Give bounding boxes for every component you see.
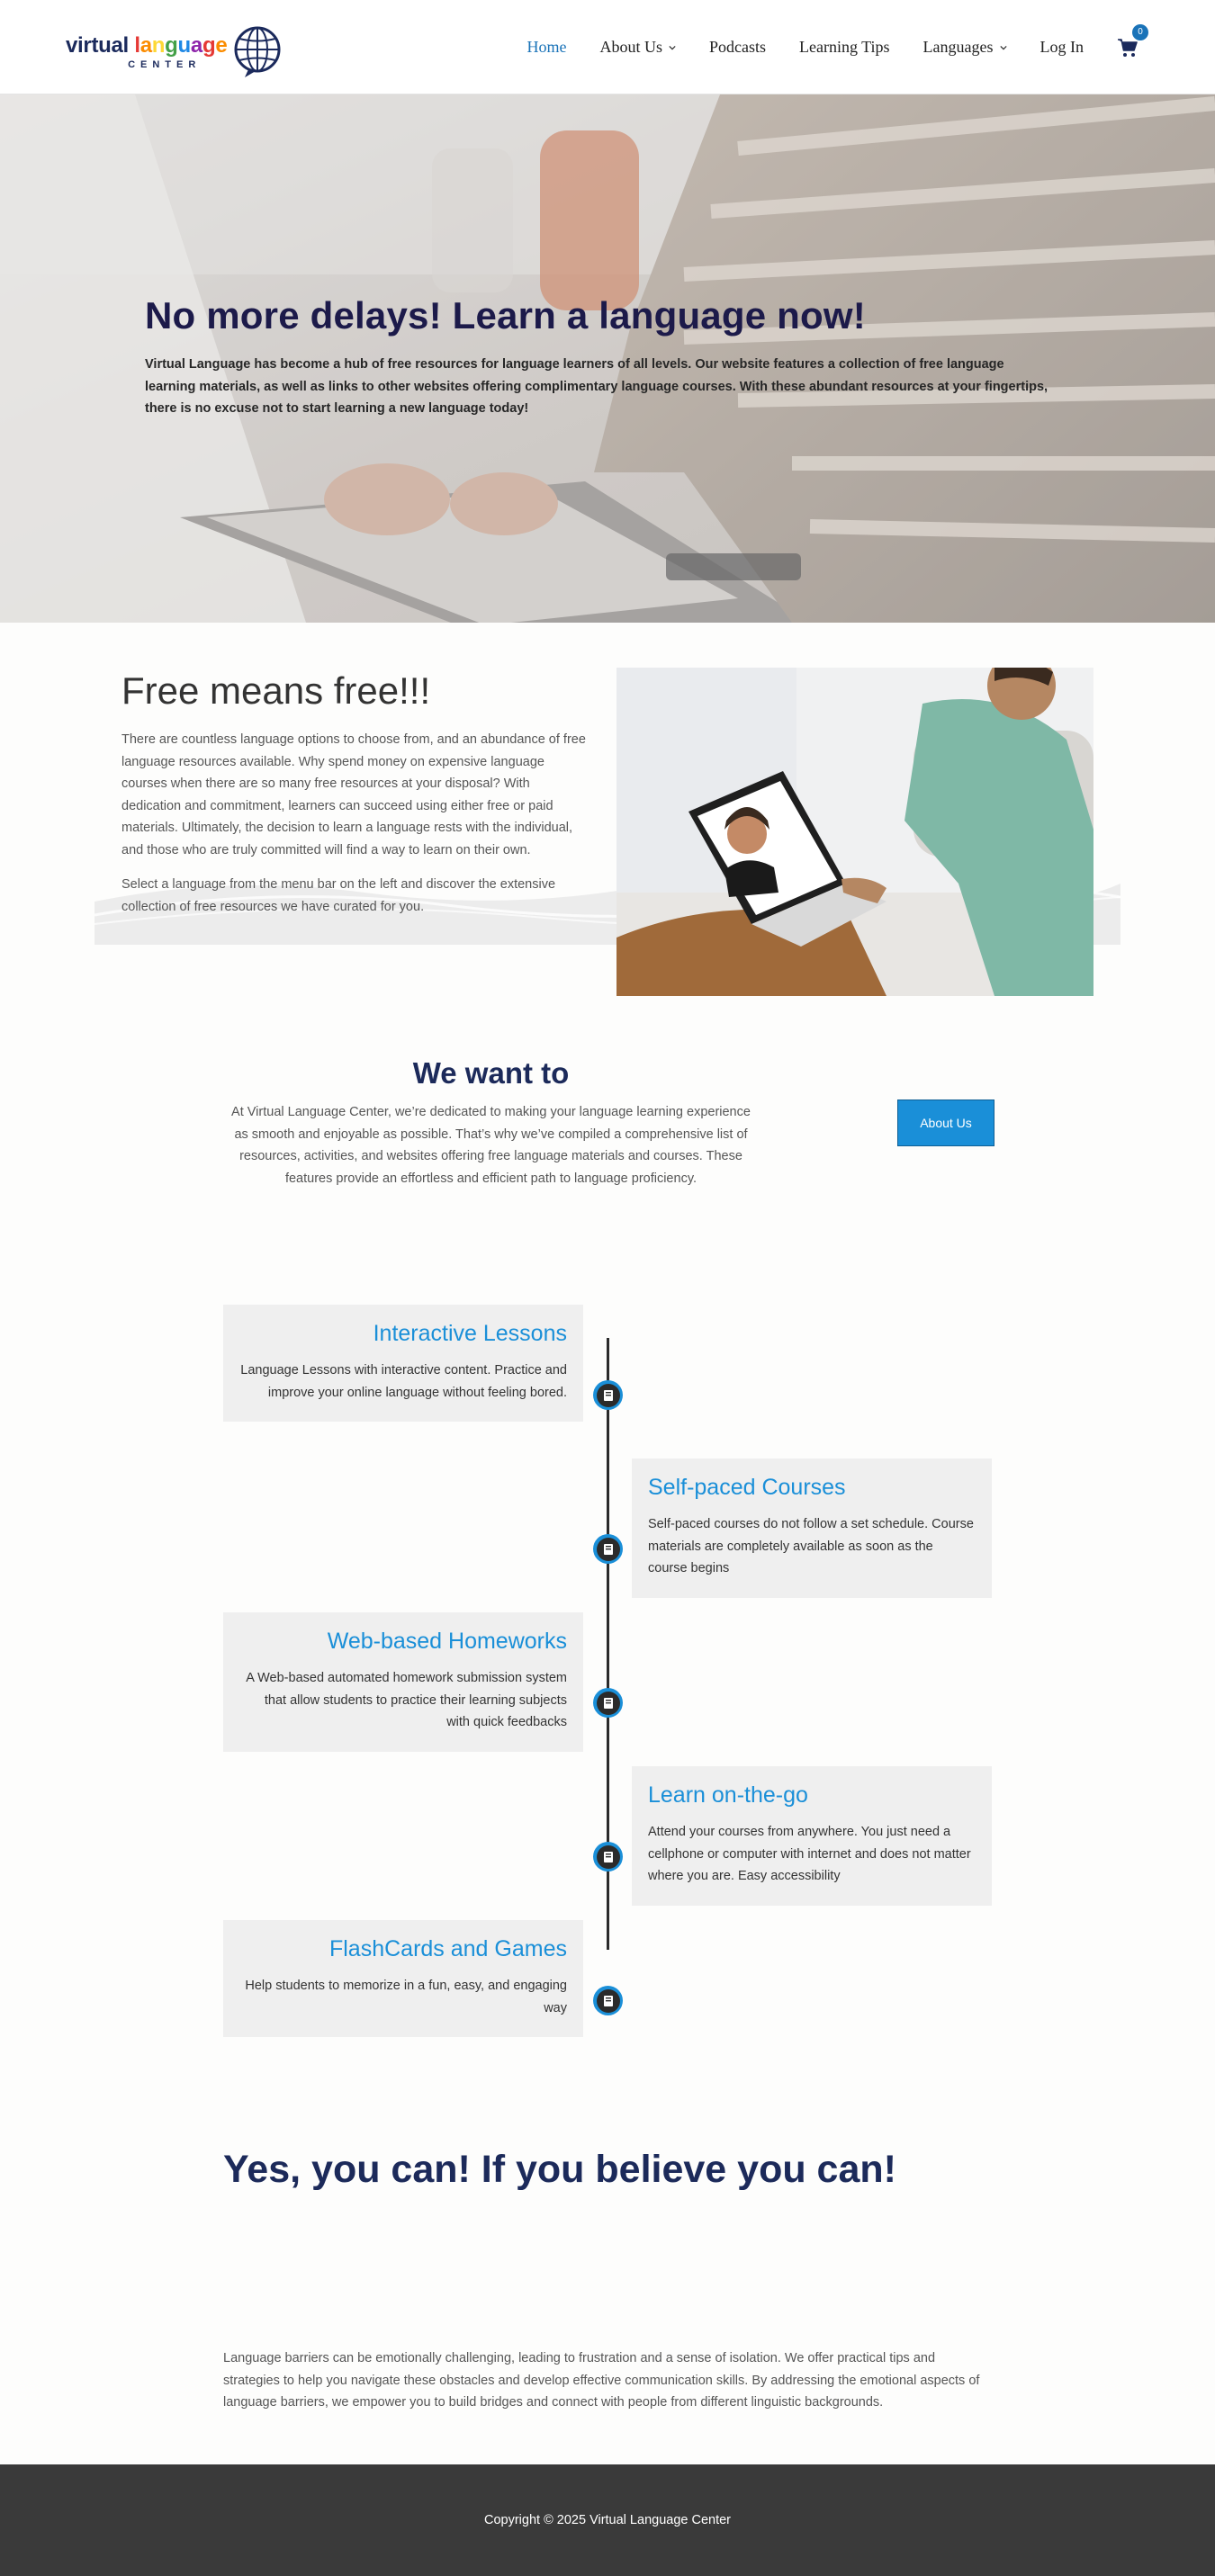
yes-you-can-text: Language barriers can be emotionally challenging, leading to frustration and a sense of isolation. We offer practical tips and strategies to help you navigate these obstacles and develop effective communication skills. By addressing the emotional aspects of language barriers, we empower you to build bridges and connect with people from different linguistic backgrounds. <box>223 2347 993 2414</box>
timeline-card-title: Interactive Lessons <box>239 1321 567 1347</box>
timeline-card-flashcards-and-games <box>223 1920 583 2037</box>
book-icon <box>593 1688 623 1718</box>
site-header <box>0 0 1215 94</box>
nav-item-podcasts[interactable] <box>709 38 766 57</box>
free-title: Free means free!!! <box>122 669 590 713</box>
laptop-video-call-photo <box>616 668 1094 996</box>
hero-banner <box>0 94 1215 623</box>
timeline-card-self-paced-courses <box>632 1459 992 1598</box>
logo-word-language: language <box>134 33 227 58</box>
nav-label: Learning Tips <box>799 38 890 57</box>
chevron-down-icon <box>669 44 676 51</box>
book-icon <box>593 1842 623 1871</box>
timeline-card-web-based-homeworks <box>223 1612 583 1752</box>
yes-you-can-title: Yes, you can! If you believe you can! <box>223 2148 896 2192</box>
nav-label: Log In <box>1040 38 1084 57</box>
hero-content <box>145 294 1054 420</box>
book-icon <box>593 1534 623 1564</box>
shopping-cart-icon <box>1117 37 1138 58</box>
free-paragraph-2: Select a language from the menu bar on the left and discover the extensive collection of free resources we have curated for you. <box>122 874 590 918</box>
we-want-title: We want to <box>223 1056 759 1091</box>
nav-label: Home <box>527 38 567 57</box>
timeline-card-text: Help students to memorize in a fun, easy, and engaging way <box>239 1975 567 2019</box>
timeline-card-text: Self-paced courses do not follow a set schedule. Course materials are completely available as soon as the course begins <box>648 1513 976 1580</box>
timeline-card-title: Self-paced Courses <box>648 1475 976 1501</box>
cart-button[interactable] <box>1117 37 1138 58</box>
nav-label: Podcasts <box>709 38 766 57</box>
hero-text: Virtual Language has become a hub of free resources for language learners of all levels. Our website features a collection of free language learning materials, as well as links to other websites offering complimentary language courses. With these abundant resources at your fingertips, there is no excuse not to start learning a new language today! <box>145 354 1054 420</box>
nav-item-home[interactable] <box>527 38 567 57</box>
free-section <box>0 623 1215 1010</box>
chevron-down-icon <box>1000 44 1007 51</box>
book-icon <box>593 1986 623 2015</box>
copyright-text: Copyright © 2025 Virtual Language Center <box>484 2513 731 2527</box>
features-timeline <box>0 1266 1215 2130</box>
site-logo[interactable] <box>66 24 291 80</box>
about-us-button[interactable]: About Us <box>897 1100 994 1146</box>
timeline-card-title: Web-based Homeworks <box>239 1629 567 1655</box>
timeline-card-title: FlashCards and Games <box>239 1936 567 1962</box>
nav-label: About Us <box>600 38 663 57</box>
timeline-card-interactive-lessons <box>223 1305 583 1422</box>
we-want-section <box>0 1010 1215 1266</box>
nav-item-about-us[interactable] <box>600 38 677 57</box>
globe-icon <box>232 25 283 79</box>
book-icon <box>593 1380 623 1410</box>
timeline-card-text: Language Lessons with interactive content. Practice and improve your online language without feeling bored. <box>239 1360 567 1404</box>
timeline-card-title: Learn on-the-go <box>648 1782 976 1809</box>
logo-wordmark <box>66 34 227 70</box>
free-paragraph-1: There are countless language options to choose from, and an abundance of free language resources available. Why spend money on expensive language courses when there are so many free resources at your disposal? With dedication and commitment, learners can succeed using either free or paid materials. Ultimately, the decision to learn a language rests with the individual, and those who are truly committed will find a way to learn on their own. <box>122 729 590 861</box>
nav-item-learning-tips[interactable] <box>799 38 890 57</box>
yes-you-can-section <box>0 2130 1215 2464</box>
we-want-text: At Virtual Language Center, we’re dedicated to making your language learning experience as smooth and enjoyable as possible. That’s why we’ve compiled a comprehensive list of resources, activities, and websites offering free language materials and courses. These features provide an effortless and efficient path to language proficiency. <box>223 1101 759 1189</box>
nav-label: Languages <box>923 38 994 57</box>
timeline-card-text: Attend your courses from anywhere. You just need a cellphone or computer with internet and does not matter where you are. Easy accessibility <box>648 1821 976 1888</box>
nav-item-languages[interactable] <box>923 38 1007 57</box>
main-nav <box>527 0 1215 94</box>
timeline-card-text: A Web-based automated homework submission system that allow students to practice their learning subjects with quick feedbacks <box>239 1667 567 1734</box>
logo-sub: CENTER <box>128 59 201 70</box>
cart-count-badge: 0 <box>1132 24 1148 40</box>
logo-word-virtual: virtual <box>66 33 129 58</box>
hero-title: No more delays! Learn a language now! <box>145 294 1054 337</box>
timeline-card-learn-on-the-go <box>632 1766 992 1906</box>
free-text-block <box>122 669 590 918</box>
site-footer <box>0 2464 1215 2576</box>
nav-item-log-in[interactable] <box>1040 38 1084 57</box>
